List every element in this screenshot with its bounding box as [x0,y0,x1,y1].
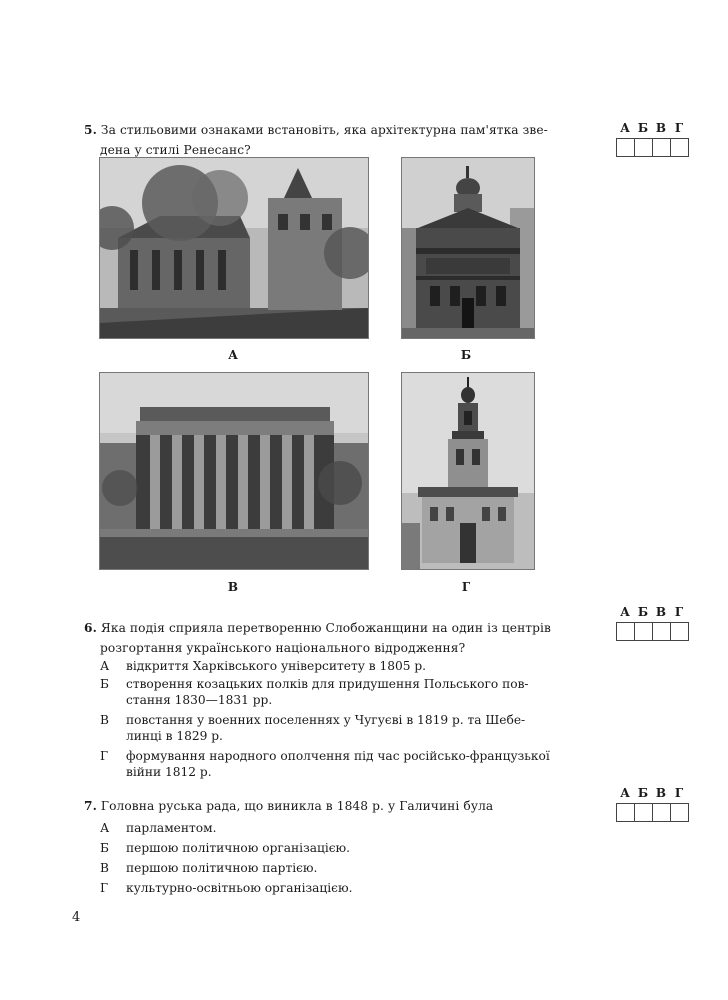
answer-cell[interactable] [653,139,671,156]
question-5 [84,120,604,160]
option-letter-b: Б [100,677,109,691]
option-text-b: першою політичною організацією. [126,841,351,855]
option-text-v: повстання у военних поселеннях у Чугуєві в 1819 р. та Шебе- [126,713,526,727]
option-text-a: парламентом. [126,821,217,835]
question-number: 6. [84,621,97,635]
option-text-v: першою політичною партією. [126,861,318,875]
answer-letters: А Б В Г [620,605,684,619]
option-text-g-cont: війни 1812 р. [126,765,212,779]
option-letter-g: Г [100,749,109,763]
photo-a [99,157,369,339]
question-text-line: За стильовими ознаками встановіть, яка архітектурна пам'ятка зве- [100,123,548,137]
answer-cell[interactable] [635,623,653,640]
answer-letters: А Б В Г [620,786,684,800]
option-text-b-cont: стання 1830—1831 рр. [126,693,273,707]
question-6 [84,618,604,658]
answer-cell[interactable] [653,623,671,640]
photo-label-b: Б [460,348,472,362]
answer-cell[interactable] [635,139,653,156]
photo-label-a: А [228,348,238,362]
answer-cell[interactable] [653,804,671,821]
question-number: 7. [84,799,97,813]
photo-b [401,157,535,339]
answer-cell[interactable] [617,139,635,156]
answer-grid [616,138,689,157]
answer-cell[interactable] [671,139,688,156]
option-text-b: створення козацьких полків для придушення Польського пов- [126,677,529,691]
photo-label-v: В [227,580,239,594]
answer-grid [616,803,689,822]
option-text-g: формування народного ополчення під час російсько-французької [126,749,550,763]
photo-label-g: Г [461,580,471,594]
question-text-line: розгортання українського національного відродження? [100,641,466,655]
option-text-a: відкриття Харківського університету в 1805 р. [126,659,427,673]
answer-grid [616,622,689,641]
question-text-line: дена у стилі Ренесанс? [100,143,251,157]
option-letter-v: В [100,861,109,875]
answer-cell[interactable] [617,623,635,640]
answer-cell[interactable] [635,804,653,821]
answer-cell[interactable] [671,623,688,640]
option-letter-g: Г [100,881,109,895]
photo-g [401,372,535,570]
option-text-v-cont: линці в 1829 р. [126,729,223,743]
answer-letters: А Б В Г [620,121,684,135]
question-text-line: Яка подія сприяла перетворенню Слобожанщини на один із центрів [100,621,552,635]
option-letter-a: А [100,821,110,835]
option-letter-a: А [100,659,110,673]
photo-v [99,372,369,570]
question-text-line: Головна руська рада, що виникла в 1848 р. у Галичині була [100,799,494,813]
option-letter-v: В [100,713,109,727]
answer-cell[interactable] [671,804,688,821]
option-text-g: культурно-освітньою організацією. [126,881,353,895]
answer-cell[interactable] [617,804,635,821]
option-letter-b: Б [100,841,109,855]
page-number: 4 [72,910,81,925]
question-number: 5. [84,123,97,137]
question-7 [84,796,604,816]
